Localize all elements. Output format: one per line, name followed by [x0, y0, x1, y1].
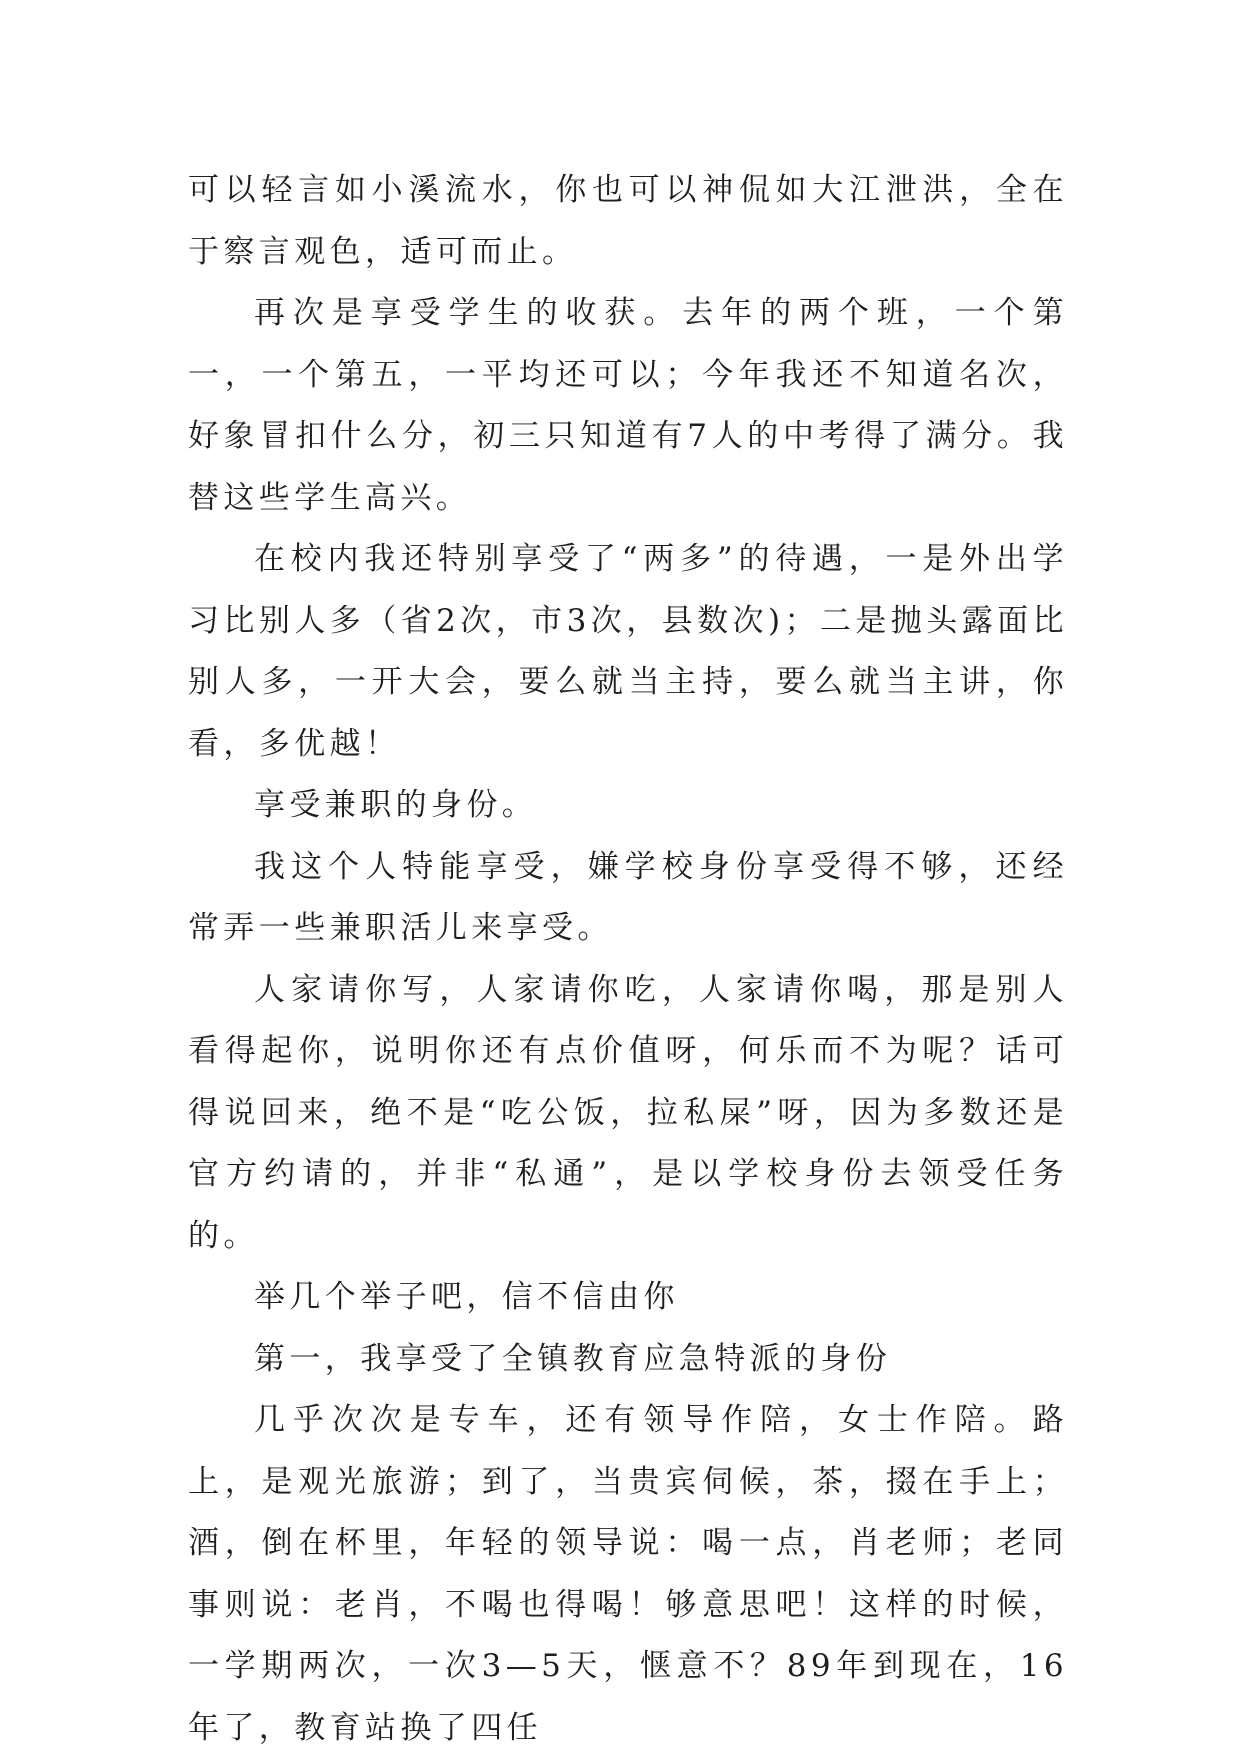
- paragraph-2: 再次是享受学生的收获。去年的两个班，一个第一，一个第五，一平均还可以；今年我还不知道名次，好象冒扣什么分，初三只知道有7人的中考得了满分。我替这些学生高兴。: [188, 295, 1068, 516]
- paragraph-1: 可以轻言如小溪流水，你也可以神侃如大江泄洪，全在于察言观色，适可而止。: [188, 172, 1068, 270]
- document-body: [188, 160, 1068, 1759]
- paragraph-7: 举几个举子吧，信不信由你: [254, 1279, 679, 1315]
- paragraph-4: 享受兼职的身份。: [254, 787, 538, 823]
- paragraph-9: 几乎次次是专车，还有领导作陪，女士作陪。路上，是观光旅游；到了，当贵宾伺候，茶，掇在手上；酒，倒在杯里，年轻的领导说：喝一点，肖老师；老同事则说：老肖，不喝也得喝！够意思吧！这样的时候，一学期两次，一次3—5天，惬意不？89年到现在，16年了，教育站换了四任: [188, 1402, 1068, 1746]
- paragraph-5: 我这个人特能享受，嫌学校身份享受得不够，还经常弄一些兼职活儿来享受。: [188, 848, 1068, 946]
- paragraph-6: 人家请你写，人家请你吃，人家请你喝，那是别人看得起你，说明你还有点价值呀，何乐而不为呢？话可得说回来，绝不是“吃公饭，拉私屎”呀，因为多数还是官方约请的，并非“私通”，是以学校身份去领受任务的。: [188, 971, 1068, 1254]
- paragraph-8: 第一，我享受了全镇教育应急特派的身份: [254, 1340, 892, 1377]
- paragraph-3: 在校内我还特别享受了“两多”的待遇，一是外出学习比别人多（省2次，市3次，县数次)；二是抛头露面比别人多，一开大会，要么就当主持，要么就当主讲，你看，多优越！: [188, 541, 1068, 762]
